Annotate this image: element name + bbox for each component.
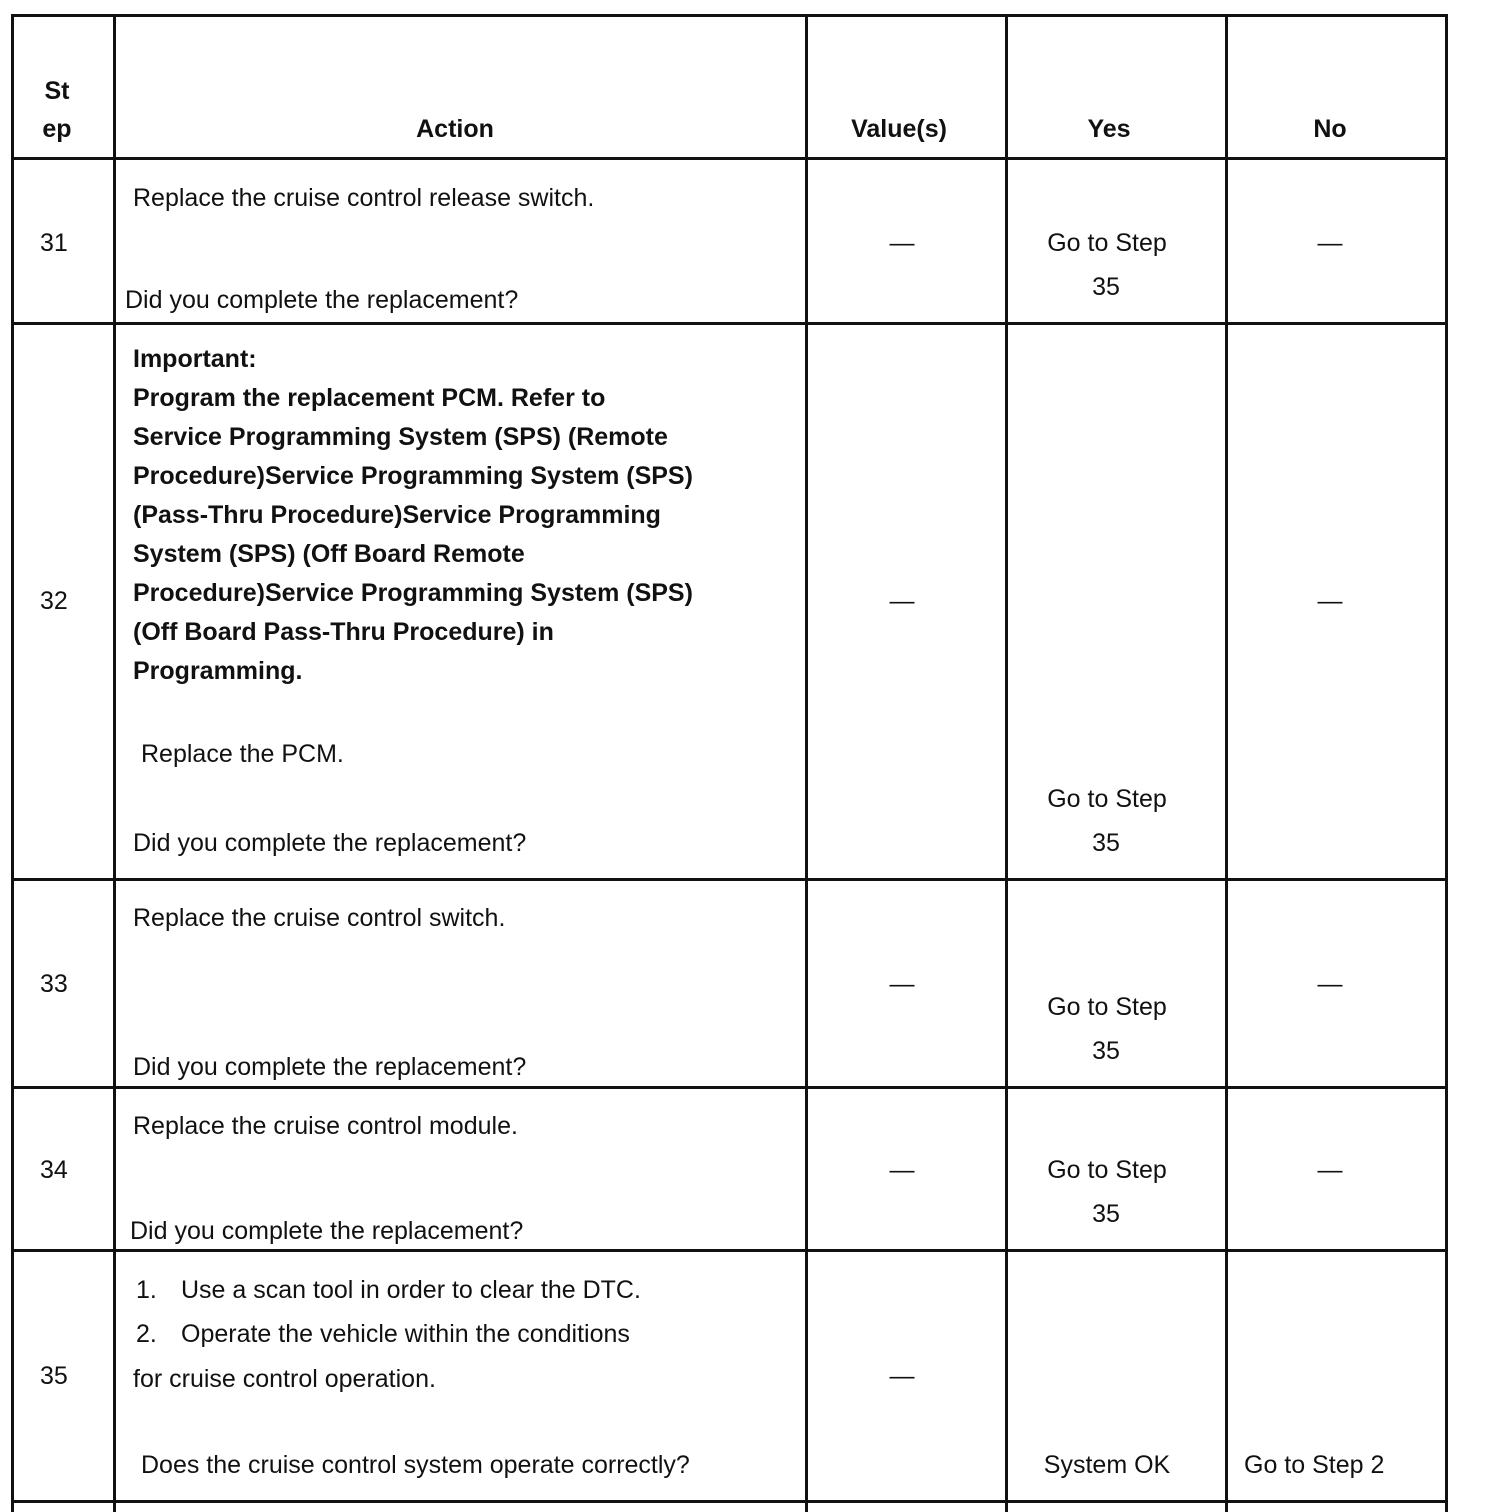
list-item-text: Use a scan tool in order to clear the DTC. — [181, 1276, 641, 1304]
column-divider — [1225, 14, 1228, 1512]
action-text: Replace the cruise control release switch. — [133, 184, 595, 212]
yes-link-line1[interactable]: Go to Step — [1047, 993, 1167, 1021]
header-values: Value(s) — [851, 115, 947, 143]
value-cell: — — [889, 970, 915, 998]
column-divider — [1445, 14, 1448, 1512]
row-divider — [12, 1249, 1448, 1252]
action-text: Replace the cruise control module. — [133, 1112, 518, 1140]
important-line: Program the replacement PCM. Refer to — [133, 384, 606, 412]
row-divider — [12, 1086, 1448, 1089]
action-text: Replace the PCM. — [141, 740, 344, 768]
yes-link-line2[interactable]: 35 — [1092, 829, 1120, 857]
column-divider — [1005, 14, 1008, 1512]
row-divider — [12, 322, 1448, 325]
step-number: 35 — [40, 1362, 68, 1390]
step-number: 33 — [40, 970, 68, 998]
value-cell: — — [889, 587, 915, 615]
no-cell: — — [1317, 1156, 1343, 1184]
step-number: 34 — [40, 1156, 68, 1184]
list-item-number: 1. — [136, 1276, 157, 1304]
list-item-number: 2. — [136, 1320, 157, 1348]
header-divider — [12, 157, 1448, 160]
important-line: (Pass-Thru Procedure)Service Programming — [133, 501, 661, 529]
column-divider — [113, 14, 116, 1512]
important-line: Procedure)Service Programming System (SPS) — [133, 462, 693, 490]
yes-link-line1[interactable]: Go to Step — [1047, 785, 1167, 813]
list-continuation: for cruise control operation. — [133, 1365, 436, 1393]
no-link[interactable]: Go to Step 2 — [1244, 1451, 1385, 1479]
action-question: Did you complete the replacement? — [125, 286, 519, 314]
no-cell: — — [1317, 970, 1343, 998]
yes-result: System OK — [1043, 1451, 1171, 1479]
header-no: No — [1313, 115, 1347, 143]
row-divider — [12, 1500, 1448, 1503]
action-question: Did you complete the replacement? — [130, 1217, 524, 1245]
action-question: Did you complete the replacement? — [133, 829, 527, 857]
yes-link-line1[interactable]: Go to Step — [1047, 1156, 1167, 1184]
column-divider — [11, 14, 14, 1512]
yes-link-line2[interactable]: 35 — [1092, 1037, 1120, 1065]
no-cell: — — [1317, 587, 1343, 615]
action-text: Replace the cruise control switch. — [133, 904, 506, 932]
header-yes: Yes — [1087, 115, 1131, 143]
header-action: Action — [416, 115, 494, 143]
yes-link-line1[interactable]: Go to Step — [1047, 229, 1167, 257]
important-line: Programming. — [133, 657, 303, 685]
step-number: 32 — [40, 587, 68, 615]
action-question: Did you complete the replacement? — [133, 1053, 527, 1081]
action-question: Does the cruise control system operate correctly? — [141, 1451, 690, 1479]
important-line: (Off Board Pass-Thru Procedure) in — [133, 618, 554, 646]
header-step-line2: ep — [42, 115, 72, 143]
list-item-text: Operate the vehicle within the conditions — [181, 1320, 630, 1348]
column-divider — [805, 14, 808, 1512]
no-cell: — — [1317, 229, 1343, 257]
row-divider — [12, 878, 1448, 881]
value-cell: — — [889, 229, 915, 257]
header-step-line1: St — [44, 77, 70, 105]
important-label: Important: — [133, 345, 257, 373]
important-line: System (SPS) (Off Board Remote — [133, 540, 525, 568]
yes-link-line2[interactable]: 35 — [1092, 273, 1120, 301]
important-line: Service Programming System (SPS) (Remote — [133, 423, 668, 451]
important-line: Procedure)Service Programming System (SPS) — [133, 579, 693, 607]
value-cell: — — [889, 1156, 915, 1184]
step-number: 31 — [40, 229, 68, 257]
value-cell: — — [889, 1362, 915, 1390]
yes-link-line2[interactable]: 35 — [1092, 1200, 1120, 1228]
table-border-top — [12, 14, 1448, 17]
